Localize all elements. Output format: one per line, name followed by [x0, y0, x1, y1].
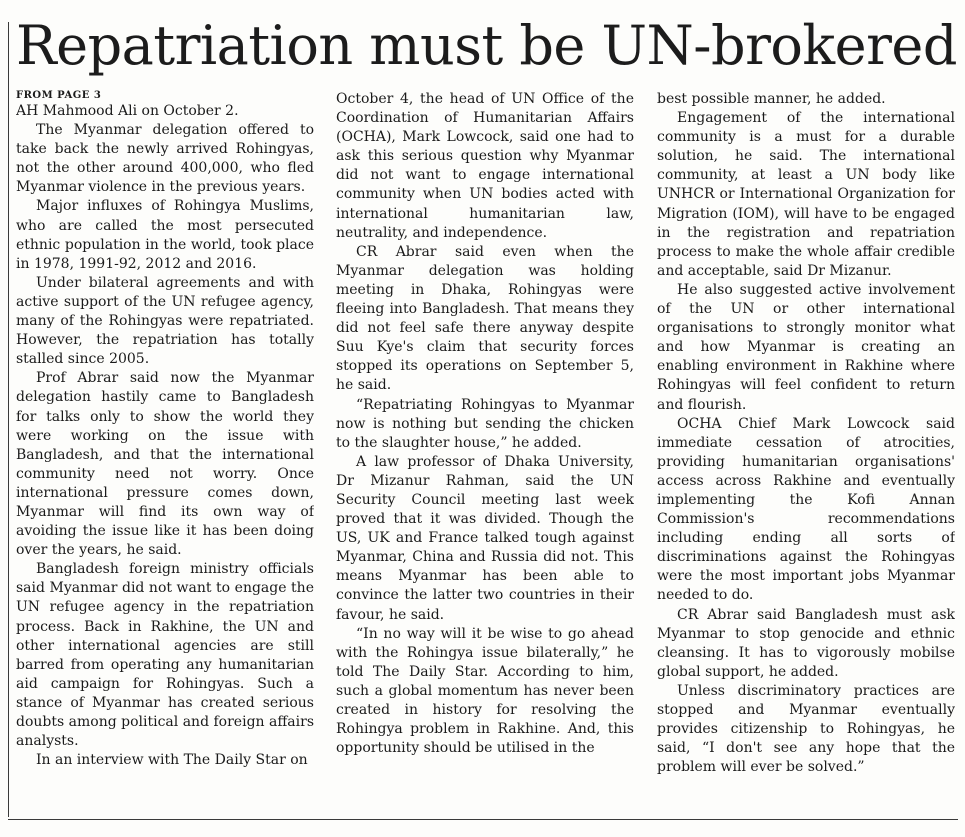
- article-body: [16, 90, 958, 814]
- paragraph: “Repatriating Rohingyas to Myanmar now is nothing but sending the chicken to the slaughter house,” he added.: [336, 396, 634, 451]
- article-column-1: [16, 90, 314, 814]
- paragraph: The Myanmar delegation offered to take back the newly arrived Rohingyas, not the other around 400,000, who fled Myanmar violence in the previous years.: [16, 122, 314, 196]
- paragraph: Unless discriminatory practices are stopped and Myanmar eventually provides citizenship to Rohingyas, he said, “I don't see any hope that the problem will ever be solved.”: [657, 682, 955, 776]
- paragraph: He also suggested active involvement of the UN or other international organisations to strongly monitor what and how Myanmar is creating an enabling environment in Rakhine where Rohingyas will feel confident to return and flourish.: [657, 281, 955, 413]
- paragraph: In an interview with The Daily Star on: [36, 752, 308, 769]
- paragraph: CR Abrar said even when the Myanmar delegation was holding meeting in Dhaka, Rohingyas were fleeing into Bangladesh. That means they did not feel safe there anyway despite Suu Kye's claim that security forces stopped its operations on September 5, he said.: [336, 243, 634, 394]
- article-column-3: [657, 90, 955, 814]
- article-headline: Repatriation must be UN-brokered: [16, 14, 957, 77]
- paragraph: AH Mahmood Ali on October 2.: [16, 103, 239, 119]
- paragraph: Major influxes of Rohingya Muslims, who are called the most persecuted ethnic population in the world, took place in 1978, 1991-92, 2012 and 2016.: [16, 198, 314, 272]
- paragraph: Bangladesh foreign ministry officials said Myanmar did not want to engage the UN refugee agency in the repatriation process. Back in Rakhine, the UN and other international agencies are still barred from operating any humanitarian aid campaign for Rohingyas. Such a stance of Myanmar has created serious doubts among political and foreign affairs analysts.: [16, 561, 314, 750]
- continuation-kicker: FROM PAGE 3: [16, 90, 102, 101]
- column-rule: [8, 22, 9, 817]
- paragraph: CR Abrar said Bangladesh must ask Myanmar to stop genocide and ethnic cleansing. It has to vigorously mobilse global support, he added.: [657, 606, 955, 680]
- paragraph: October 4, the head of UN Office of the Coordination of Humanitarian Affairs (OCHA), Mark Lowcock, said one had to ask this serious question why Myanmar did not want to engage international community when UN bodies acted with international humanitarian law, neutrality, and independence.: [336, 91, 634, 241]
- paragraph: Engagement of the international community is a must for a durable solution, he said. The international community, at least a UN body like UNHCR or International Organization for Migration (IOM), will have to be engaged in the registration and repatriation process to make the whole affair credible and acceptable, said Dr Mizanur.: [657, 110, 955, 279]
- paragraph: A law professor of Dhaka University, Dr Mizanur Rahman, said the UN Security Council meeting last week proved that it was divided. Though the US, UK and France talked tough against Myanmar, China and Russia did not. This means Myanmar has been able to convince the latter two countries in their favour, he said.: [336, 453, 634, 623]
- paragraph: Under bilateral agreements and with active support of the UN refugee agency, many of the Rohingyas were repatriated. However, the repatriation has totally stalled since 2005.: [16, 274, 314, 368]
- bottom-rule: [8, 819, 958, 820]
- paragraph: OCHA Chief Mark Lowcock said immediate cessation of atrocities, providing humanitarian organisations' access across Rakhine and eventually implementing the Kofi Annan Commission's recommendations including ending all sorts of discriminations against the Rohingyas were the most important jobs Myanmar needed to do.: [657, 415, 955, 604]
- article-column-2: [336, 90, 634, 814]
- paragraph: best possible manner, he added.: [657, 91, 886, 107]
- paragraph: “In no way will it be wise to go ahead with the Rohingya issue bilaterally,” he told The Daily Star. According to him, such a global momentum has never been created in history for resolving the Rohingya problem in Rakhine. And, this opportunity should be utilised in the: [336, 625, 634, 757]
- paragraph: Prof Abrar said now the Myanmar delegation hastily came to Bangladesh for talks only to show the world they were working on the issue with Bangladesh, and that the international community need not worry. Once international pressure comes down, Myanmar will find its own way of avoiding the issue like it has been doing over the years, he said.: [16, 370, 314, 559]
